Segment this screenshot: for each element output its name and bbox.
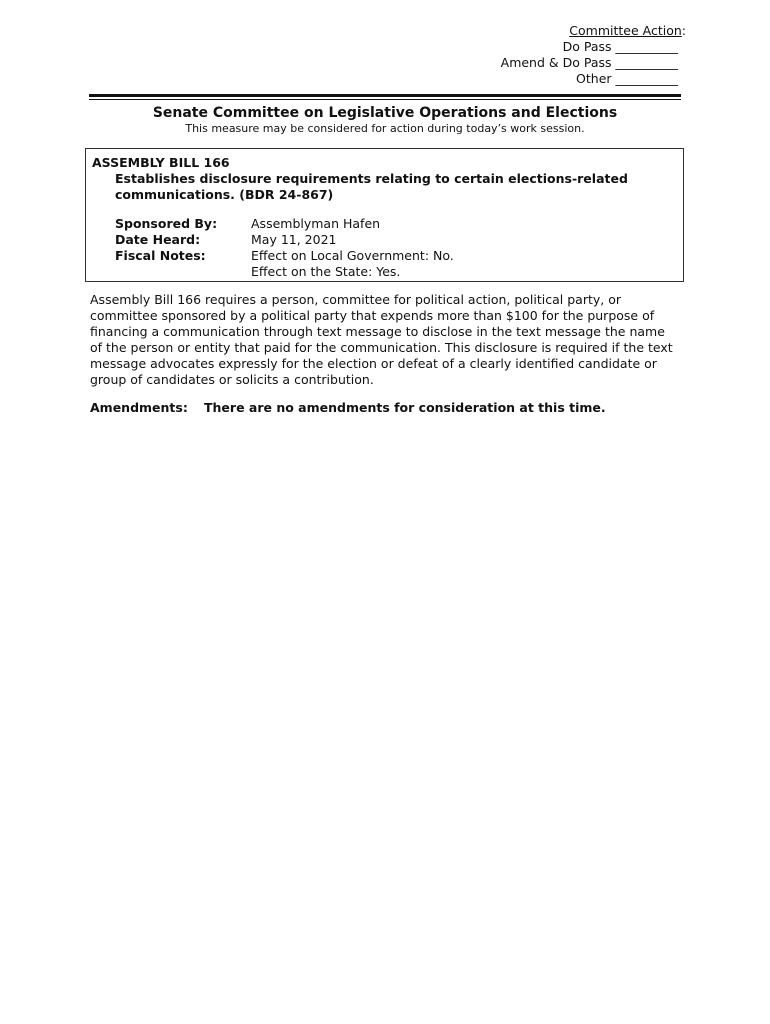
- amend-do-pass-line: Amend & Do Pass __________: [500, 55, 678, 70]
- committee-action-heading: Committee Action:: [569, 23, 686, 38]
- date-heard-label: Date Heard:: [115, 232, 201, 247]
- fiscal-local-value: Effect on Local Government: No.: [251, 248, 454, 263]
- amendments-label: Amendments:: [90, 400, 188, 415]
- committee-title: Senate Committee on Legislative Operations and Elections: [152, 105, 618, 121]
- fiscal-state-value: Effect on the State: Yes.: [251, 264, 401, 279]
- date-heard-row: [115, 232, 454, 248]
- fiscal-notes-row: [115, 248, 454, 264]
- amendments-line: [90, 400, 606, 415]
- sponsored-by-value: Assemblyman Hafen: [251, 216, 381, 231]
- date-heard-value: May 11, 2021: [251, 232, 337, 247]
- committee-subtitle: This measure may be considered for action during today’s work session.: [185, 122, 585, 135]
- bill-summary: Assembly Bill 166 requires a person, committee for political action, political party, or committee sponsored by a political party that expends more than $100 for the purpose of financing a communication through text message to disclose in the text message the name of the person or entity that paid for the communication. This disclosure is required if the text message advocates expressly for the election or defeat of a clearly identified candidate or group of candidates or solicits a contribution.: [90, 292, 673, 387]
- bill-description: Establishes disclosure requirements relating to certain elections-related communications. (BDR 24-867): [115, 171, 628, 202]
- header-rule-thin: [89, 99, 681, 100]
- bill-meta: [115, 216, 454, 280]
- bill-number: ASSEMBLY BILL 166: [92, 155, 230, 170]
- sponsor-row: [115, 216, 454, 232]
- sponsored-by-label: Sponsored By:: [115, 216, 218, 231]
- other-line: Other __________: [576, 71, 678, 86]
- do-pass-line: Do Pass __________: [562, 39, 678, 54]
- committee-action-block: [500, 23, 686, 87]
- bill-info-box: [85, 148, 684, 282]
- header-rule-thick: [89, 94, 681, 97]
- fiscal-notes-label: Fiscal Notes:: [115, 248, 206, 263]
- amendments-text: There are no amendments for consideration at this time.: [204, 400, 606, 415]
- fiscal-state-row: [115, 264, 454, 280]
